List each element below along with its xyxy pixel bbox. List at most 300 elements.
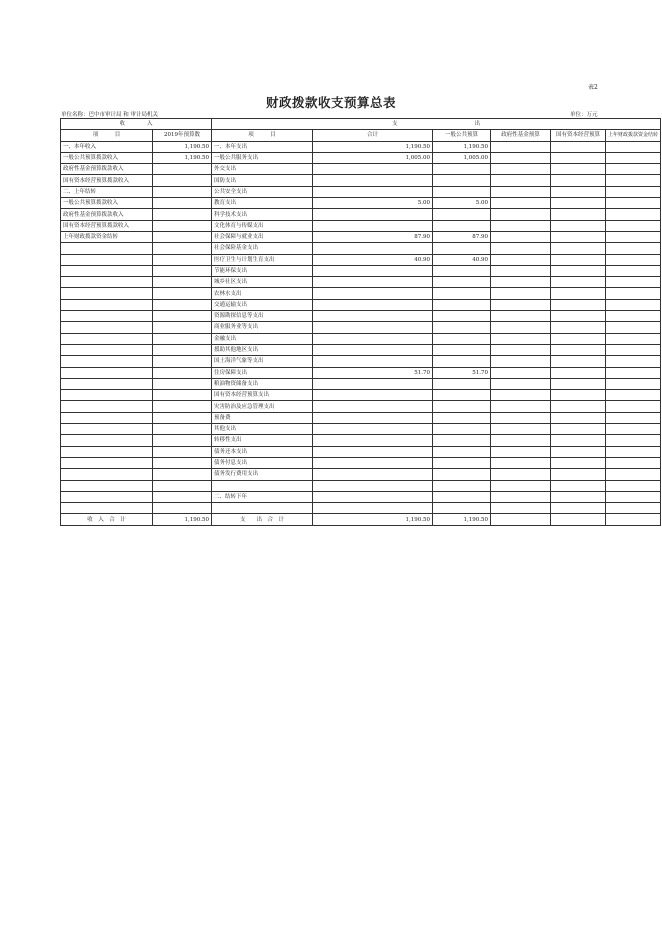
general-budget-cell: 87.90 [433,231,491,242]
income-value-cell [153,220,212,231]
col-budget-2019: 2019年预算数 [153,130,212,141]
table-row [61,186,661,197]
state-capital-cell [551,209,606,220]
gov-fund-cell [491,243,551,254]
income-item-cell: 二、上年结转 [61,186,153,197]
expense-item-cell: 社会保险基金支出 [212,243,313,254]
income-value-cell [153,401,212,412]
state-capital-cell [551,503,606,514]
table-row [61,344,661,355]
state-capital-cell [551,231,606,242]
gov-fund-cell [491,446,551,457]
table-row [61,164,661,175]
state-capital-cell [551,378,606,389]
prior-funds-cell [606,390,661,401]
income-value-cell [153,378,212,389]
table-row [61,378,661,389]
expense-total-cell [313,164,433,175]
income-item-cell [61,378,153,389]
table-row [61,503,661,514]
col-income-item: 项 目 [61,130,153,141]
state-capital-total-value [551,514,606,526]
income-value-cell [153,390,212,401]
income-item-cell [61,344,153,355]
prior-funds-cell [606,491,661,502]
prior-funds-cell [606,367,661,378]
table-row [61,435,661,446]
prior-funds-cell [606,469,661,480]
income-item-cell [61,469,153,480]
table-row [61,412,661,423]
table-row [61,231,661,242]
state-capital-cell [551,435,606,446]
expense-item-cell: 节能环保支出 [212,265,313,276]
gov-fund-cell [491,254,551,265]
prior-funds-cell [606,480,661,491]
income-item-cell: 政府性基金预算拨款收入 [61,164,153,175]
income-item-cell [61,491,153,502]
expense-total-cell [313,175,433,186]
expense-total-cell [313,469,433,480]
state-capital-cell [551,220,606,231]
income-value-cell: 1,190.50 [153,152,212,163]
expense-total-cell [313,412,433,423]
general-budget-cell [433,299,491,310]
state-capital-cell [551,424,606,435]
gov-fund-cell [491,209,551,220]
general-budget-cell [433,469,491,480]
income-value-cell [153,503,212,514]
prior-funds-cell [606,186,661,197]
general-budget-cell [433,446,491,457]
income-value-cell [153,322,212,333]
state-capital-cell [551,401,606,412]
income-value-cell [153,288,212,299]
expense-total-cell: 1,005.00 [313,152,433,163]
expense-item-cell: 科学技术支出 [212,209,313,220]
income-value-cell [153,480,212,491]
expense-total-cell [313,491,433,502]
state-capital-cell [551,311,606,322]
income-item-cell [61,299,153,310]
income-value-cell [153,457,212,468]
general-budget-cell [433,412,491,423]
general-budget-cell [433,378,491,389]
expense-item-cell: 公共安全支出 [212,186,313,197]
prior-funds-cell [606,231,661,242]
prior-funds-cell [606,344,661,355]
gov-fund-cell [491,299,551,310]
gov-fund-cell [491,311,551,322]
prior-funds-cell [606,220,661,231]
expense-total-cell [313,277,433,288]
state-capital-cell [551,141,606,152]
expense-total-cell [313,311,433,322]
gov-fund-cell [491,265,551,276]
income-value-cell [153,299,212,310]
income-value-cell [153,424,212,435]
income-value-cell [153,446,212,457]
state-capital-cell [551,480,606,491]
income-value-cell [153,209,212,220]
expense-item-cell: 援助其他地区支出 [212,344,313,355]
income-item-cell [61,390,153,401]
gov-fund-cell [491,390,551,401]
gov-fund-cell [491,469,551,480]
expense-total-cell [313,446,433,457]
income-item-cell [61,243,153,254]
state-capital-cell [551,412,606,423]
prior-funds-cell [606,299,661,310]
prior-funds-cell [606,198,661,209]
header-row-group [61,119,661,130]
state-capital-cell [551,288,606,299]
expense-item-cell [212,480,313,491]
expense-total-cell [313,424,433,435]
expense-item-cell: 二、结转下年 [212,491,313,502]
table-row [61,220,661,231]
expense-item-cell: 交通运输支出 [212,299,313,310]
table-row [61,390,661,401]
state-capital-cell [551,344,606,355]
expense-item-cell: 教育支出 [212,198,313,209]
income-item-cell [61,503,153,514]
col-prior-funds: 上年财政拨款资金结转 [606,130,661,141]
prior-funds-cell [606,209,661,220]
expense-total-label: 支 出 合 计 [212,514,313,526]
gov-fund-cell [491,412,551,423]
income-value-cell [153,435,212,446]
gov-fund-cell [491,435,551,446]
income-item-cell [61,435,153,446]
state-capital-cell [551,265,606,276]
gov-fund-cell [491,322,551,333]
expense-total-cell [313,322,433,333]
state-capital-cell [551,322,606,333]
expense-item-cell: 城乡社区支出 [212,277,313,288]
income-item-cell [61,311,153,322]
general-budget-cell [433,457,491,468]
expense-total-cell [313,503,433,514]
table-row [61,254,661,265]
general-budget-cell [433,424,491,435]
state-capital-cell [551,198,606,209]
expense-total-cell: 1,190.50 [313,141,433,152]
table-row [61,175,661,186]
gov-fund-cell [491,367,551,378]
expense-total-cell [313,220,433,231]
gov-fund-cell [491,277,551,288]
budget-table [60,118,661,526]
general-budget-cell [433,164,491,175]
expense-item-cell: 转移性支出 [212,435,313,446]
income-item-cell [61,277,153,288]
prior-funds-cell [606,311,661,322]
income-value-cell [153,198,212,209]
expense-item-cell: 债务发行费用支出 [212,469,313,480]
gov-fund-cell [491,491,551,502]
income-item-cell [61,367,153,378]
income-item-cell [61,333,153,344]
expense-total-cell [313,435,433,446]
table-row [61,457,661,468]
prior-funds-cell [606,424,661,435]
expense-item-cell: 住房保障支出 [212,367,313,378]
prior-funds-cell [606,265,661,276]
income-value-cell: 1,190.50 [153,141,212,152]
table-row [61,277,661,288]
expense-total-cell [313,457,433,468]
income-value-cell [153,491,212,502]
general-budget-cell [433,277,491,288]
state-capital-cell [551,152,606,163]
table-row [61,424,661,435]
col-state-capital: 国有资本经营预算 [551,130,606,141]
income-item-cell: 一般公共预算拨款收入 [61,198,153,209]
expense-item-cell: 粮油物资储备支出 [212,378,313,389]
expense-total-cell [313,209,433,220]
general-budget-cell [433,401,491,412]
expense-total-cell [313,333,433,344]
prior-funds-cell [606,435,661,446]
expense-item-cell: 社会保障与就业支出 [212,231,313,242]
general-budget-cell [433,186,491,197]
general-budget-cell [433,356,491,367]
expense-total-cell [313,390,433,401]
income-value-cell [153,469,212,480]
state-capital-cell [551,356,606,367]
table-row [61,265,661,276]
table-row [61,311,661,322]
state-capital-cell [551,457,606,468]
income-value-cell [153,356,212,367]
state-capital-cell [551,164,606,175]
table-row [61,367,661,378]
expense-item-cell: 预备费 [212,412,313,423]
prior-funds-cell [606,164,661,175]
expense-total-cell [313,288,433,299]
state-capital-cell [551,469,606,480]
prior-funds-cell [606,254,661,265]
state-capital-cell [551,243,606,254]
income-value-cell [153,186,212,197]
gov-fund-cell [491,457,551,468]
state-capital-cell [551,254,606,265]
income-value-cell [153,412,212,423]
general-budget-cell [433,243,491,254]
general-budget-cell [433,175,491,186]
state-capital-cell [551,446,606,457]
gov-fund-cell [491,356,551,367]
gov-fund-cell [491,152,551,163]
prior-funds-cell [606,457,661,468]
expense-item-cell: 债务付息支出 [212,457,313,468]
income-value-cell [153,231,212,242]
general-budget-cell: 1,190.50 [433,141,491,152]
income-item-cell [61,424,153,435]
prior-funds-cell [606,446,661,457]
general-budget-cell [433,322,491,333]
income-item-cell [61,322,153,333]
table-row [61,333,661,344]
gov-fund-cell [491,333,551,344]
gov-fund-cell [491,231,551,242]
expense-total-cell [313,265,433,276]
state-capital-cell [551,299,606,310]
income-value-cell [153,311,212,322]
income-item-cell [61,401,153,412]
expense-total-cell [313,401,433,412]
gov-fund-cell [491,480,551,491]
header-row-columns [61,130,661,141]
expense-total-cell [313,299,433,310]
gov-fund-cell [491,164,551,175]
gov-fund-cell [491,344,551,355]
income-item-cell [61,446,153,457]
income-total-label: 收 入 合 计 [61,514,153,526]
general-budget-cell: 1,005.00 [433,152,491,163]
expense-total-cell: 40.90 [313,254,433,265]
table-row [61,469,661,480]
income-value-cell [153,344,212,355]
prior-funds-cell [606,378,661,389]
prior-funds-cell [606,175,661,186]
expense-total-value: 1,190.50 [313,514,433,526]
expense-total-cell [313,356,433,367]
gov-fund-cell [491,220,551,231]
expense-item-cell: 商业服务业等支出 [212,322,313,333]
table-number: 表2 [588,84,598,91]
unit-label: 单位：万元 [570,112,598,118]
expense-total-cell: 87.90 [313,231,433,242]
col-general-budget: 一般公共预算 [433,130,491,141]
general-budget-cell: 40.90 [433,254,491,265]
col-total: 合计 [313,130,433,141]
income-item-cell: 政府性基金预算拨款收入 [61,209,153,220]
gov-fund-cell [491,141,551,152]
col-gov-fund: 政府性基金预算 [491,130,551,141]
gov-fund-cell [491,424,551,435]
income-value-cell [153,243,212,254]
state-capital-cell [551,277,606,288]
expense-total-cell [313,186,433,197]
expense-item-cell: 文化体育与传媒支出 [212,220,313,231]
prior-funds-cell [606,152,661,163]
state-capital-cell [551,390,606,401]
prior-funds-cell [606,333,661,344]
state-capital-cell [551,367,606,378]
income-value-cell [153,175,212,186]
expense-item-cell [212,503,313,514]
prior-funds-cell [606,288,661,299]
unit-name: 单位名称：巴中市审计局 和 审计局机关 [61,112,158,118]
general-budget-cell [433,209,491,220]
expense-item-cell: 农林水支出 [212,288,313,299]
general-budget-cell: 51.70 [433,367,491,378]
gov-fund-cell [491,186,551,197]
income-item-cell [61,412,153,423]
expense-item-cell: 国防支出 [212,175,313,186]
income-item-cell [61,356,153,367]
table-row [61,209,661,220]
expense-item-cell: 国土海洋气象等支出 [212,356,313,367]
income-item-cell [61,457,153,468]
income-item-cell [61,265,153,276]
page-title: 财政拨款收支预算总表 [265,95,396,110]
table-row [61,480,661,491]
income-item-cell: 一般公共预算拨款收入 [61,152,153,163]
prior-funds-cell [606,277,661,288]
state-capital-cell [551,333,606,344]
income-total-value: 1,190.50 [153,514,212,526]
expense-total-cell: 5.00 [313,198,433,209]
table-row [61,356,661,367]
income-header: 收 入 [61,119,212,130]
general-total-value: 1,190.50 [433,514,491,526]
general-budget-cell [433,220,491,231]
income-item-cell: 国有资本经营预算拨款收入 [61,220,153,231]
prior-funds-total-value [606,514,661,526]
table-row [61,322,661,333]
gov-fund-cell [491,288,551,299]
general-budget-cell [433,503,491,514]
expense-item-cell: 其他支出 [212,424,313,435]
prior-funds-cell [606,141,661,152]
general-budget-cell [433,288,491,299]
income-value-cell [153,367,212,378]
table-row [61,299,661,310]
expense-total-cell: 51.70 [313,367,433,378]
prior-funds-cell [606,356,661,367]
expense-item-cell: 国有资本经营预算支出 [212,390,313,401]
general-budget-cell [433,480,491,491]
income-item-cell [61,288,153,299]
table-row [61,152,661,163]
expense-item-cell: 外交支出 [212,164,313,175]
income-item-cell: 国有资本经营预算拨款收入 [61,175,153,186]
prior-funds-cell [606,412,661,423]
expense-item-cell: 一、本年支出 [212,141,313,152]
table-row [61,141,661,152]
state-capital-cell [551,175,606,186]
prior-funds-cell [606,503,661,514]
general-budget-cell [433,333,491,344]
gov-fund-cell [491,503,551,514]
general-budget-cell [433,311,491,322]
total-row [61,514,661,526]
expense-header: 支 出 [212,119,661,130]
table-row [61,401,661,412]
table-row [61,198,661,209]
prior-funds-cell [606,322,661,333]
expense-item-cell: 一般公共服务支出 [212,152,313,163]
income-item-cell: 一、本年收入 [61,141,153,152]
expense-item-cell: 债务还本支出 [212,446,313,457]
expense-item-cell: 金融支出 [212,333,313,344]
prior-funds-cell [606,243,661,254]
expense-total-cell [313,243,433,254]
prior-funds-cell [606,401,661,412]
gov-fund-cell [491,175,551,186]
gov-fund-cell [491,401,551,412]
gov-fund-cell [491,198,551,209]
income-item-cell [61,480,153,491]
income-value-cell [153,277,212,288]
expense-item-cell: 资源勘探信息等支出 [212,311,313,322]
income-value-cell [153,265,212,276]
general-budget-cell [433,491,491,502]
income-item-cell: 上年财政拨款资金结转 [61,231,153,242]
